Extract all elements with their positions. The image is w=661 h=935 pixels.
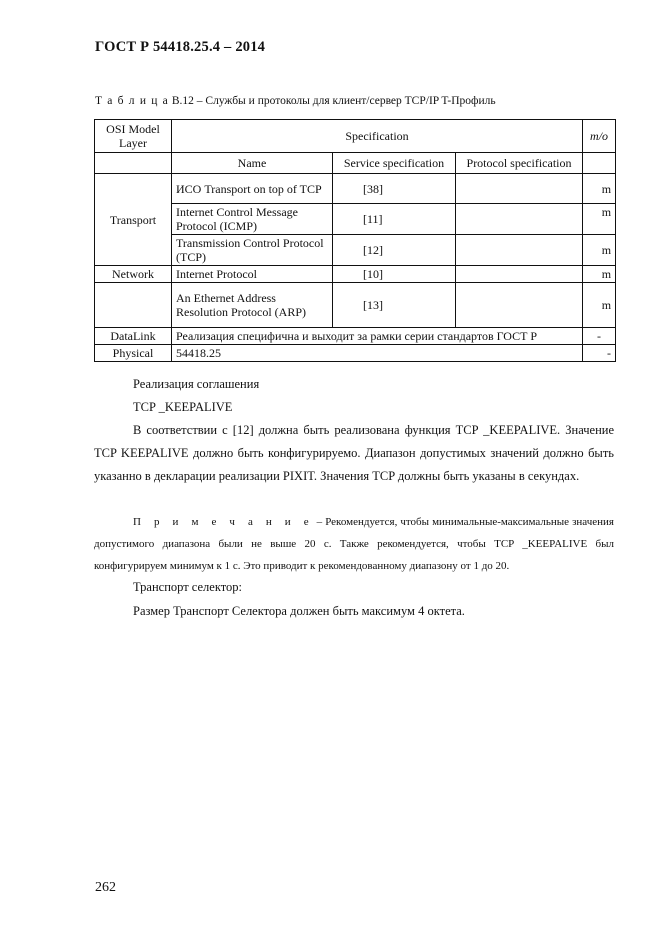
header-name: Name: [172, 153, 333, 174]
header-service-spec: Service specification: [333, 153, 456, 174]
cell-layer: DataLink: [95, 328, 172, 345]
cell-name: An Ethernet Address Resolution Protocol (ARP): [172, 283, 333, 328]
paragraph-selector-size: Размер Транспорт Селектора должен быть максимум 4 октета.: [133, 604, 465, 618]
cell-mo: -: [583, 345, 616, 362]
table-caption-prefix: Т а б л и ц а: [95, 95, 169, 107]
cell-protocol: [456, 283, 583, 328]
paragraph-keepalive-body: В соответствии с [12] должна быть реализована функция TCP _KEEPALIVE. Значение TCP KEEPALIVE должно быть конфигурируемо. Диапазон допустимых значений должно быть указанно в декларации реализации PIXIT. Значения TCP должны быть указаны в секундах.: [94, 423, 614, 483]
cell-service: [12]: [333, 235, 456, 266]
table-row: [95, 174, 616, 204]
table-row: [95, 283, 616, 328]
cell-service: [11]: [333, 204, 456, 235]
cell-service: [10]: [333, 266, 456, 283]
cell-layer: Network: [95, 266, 172, 283]
page-number: 262: [95, 880, 116, 895]
cell-mo: m: [583, 235, 616, 266]
table-row: [95, 266, 616, 283]
table-row: [95, 328, 616, 345]
cell-mo: m: [583, 266, 616, 283]
cell-mo: m: [583, 174, 616, 204]
paragraph-convention: Реализация соглашения: [133, 377, 260, 391]
header-specification: Specification: [172, 120, 583, 153]
table-row: [95, 345, 616, 362]
cell-name: Реализация специфична и выходит за рамки серии стандартов ГОСТ Р: [172, 328, 583, 345]
cell-protocol: [456, 235, 583, 266]
cell-layer: Physical: [95, 345, 172, 362]
cell-layer: Transport: [95, 174, 172, 266]
cell-name: Internet Protocol: [172, 266, 333, 283]
cell-service: [38]: [333, 174, 456, 204]
cell-name: ИСО Transport on top of TCP: [172, 174, 333, 204]
table-header-row: [95, 120, 616, 153]
table-caption-text: В.12 – Службы и протоколы для клиент/сервер TCP/IP T-Профиль: [168, 95, 496, 107]
cell-name: Transmission Control Protocol (TCP): [172, 235, 333, 266]
cell-protocol: [456, 174, 583, 204]
paragraph-transport-selector: Транспорт селектор:: [133, 580, 243, 594]
cell-name: 54418.25: [172, 345, 583, 362]
note-label: П р и м е ч а н и е: [133, 516, 314, 528]
table-row: [95, 204, 616, 235]
header-mo: m/o: [583, 120, 616, 153]
protocols-table: [94, 119, 616, 362]
cell-service: [13]: [333, 283, 456, 328]
table-row: [95, 235, 616, 266]
cell-name: Internet Control Message Protocol (ICMP): [172, 204, 333, 235]
document-header: ГОСТ Р 54418.25.4 – 2014: [95, 39, 266, 55]
table-caption: [95, 95, 496, 107]
cell-mo: m: [583, 283, 616, 328]
cell-layer: [95, 283, 172, 328]
note-text: – Рекомендуется, чтобы минимальные-максимальные значения допустимого диапазона были не выше 20 с. Также рекомендуется, чтобы TCP _KEEPALIVE был конфигурируем минимум к 1 с. Это приводит к рекомендованному диапазону от 1 до 20.: [94, 516, 614, 572]
subheader-mo-empty: [583, 153, 616, 174]
cell-mo: m: [583, 204, 616, 235]
paragraph-keepalive-title: TCP _KEEPALIVE: [133, 400, 233, 414]
cell-protocol: [456, 266, 583, 283]
note-paragraph: [94, 511, 614, 577]
table-subheader-row: [95, 153, 616, 174]
cell-mo: -: [583, 328, 616, 345]
cell-protocol: [456, 204, 583, 235]
subheader-empty: [95, 153, 172, 174]
header-osi-layer: OSI Model Layer: [95, 120, 172, 153]
header-protocol-spec: Protocol specification: [456, 153, 583, 174]
